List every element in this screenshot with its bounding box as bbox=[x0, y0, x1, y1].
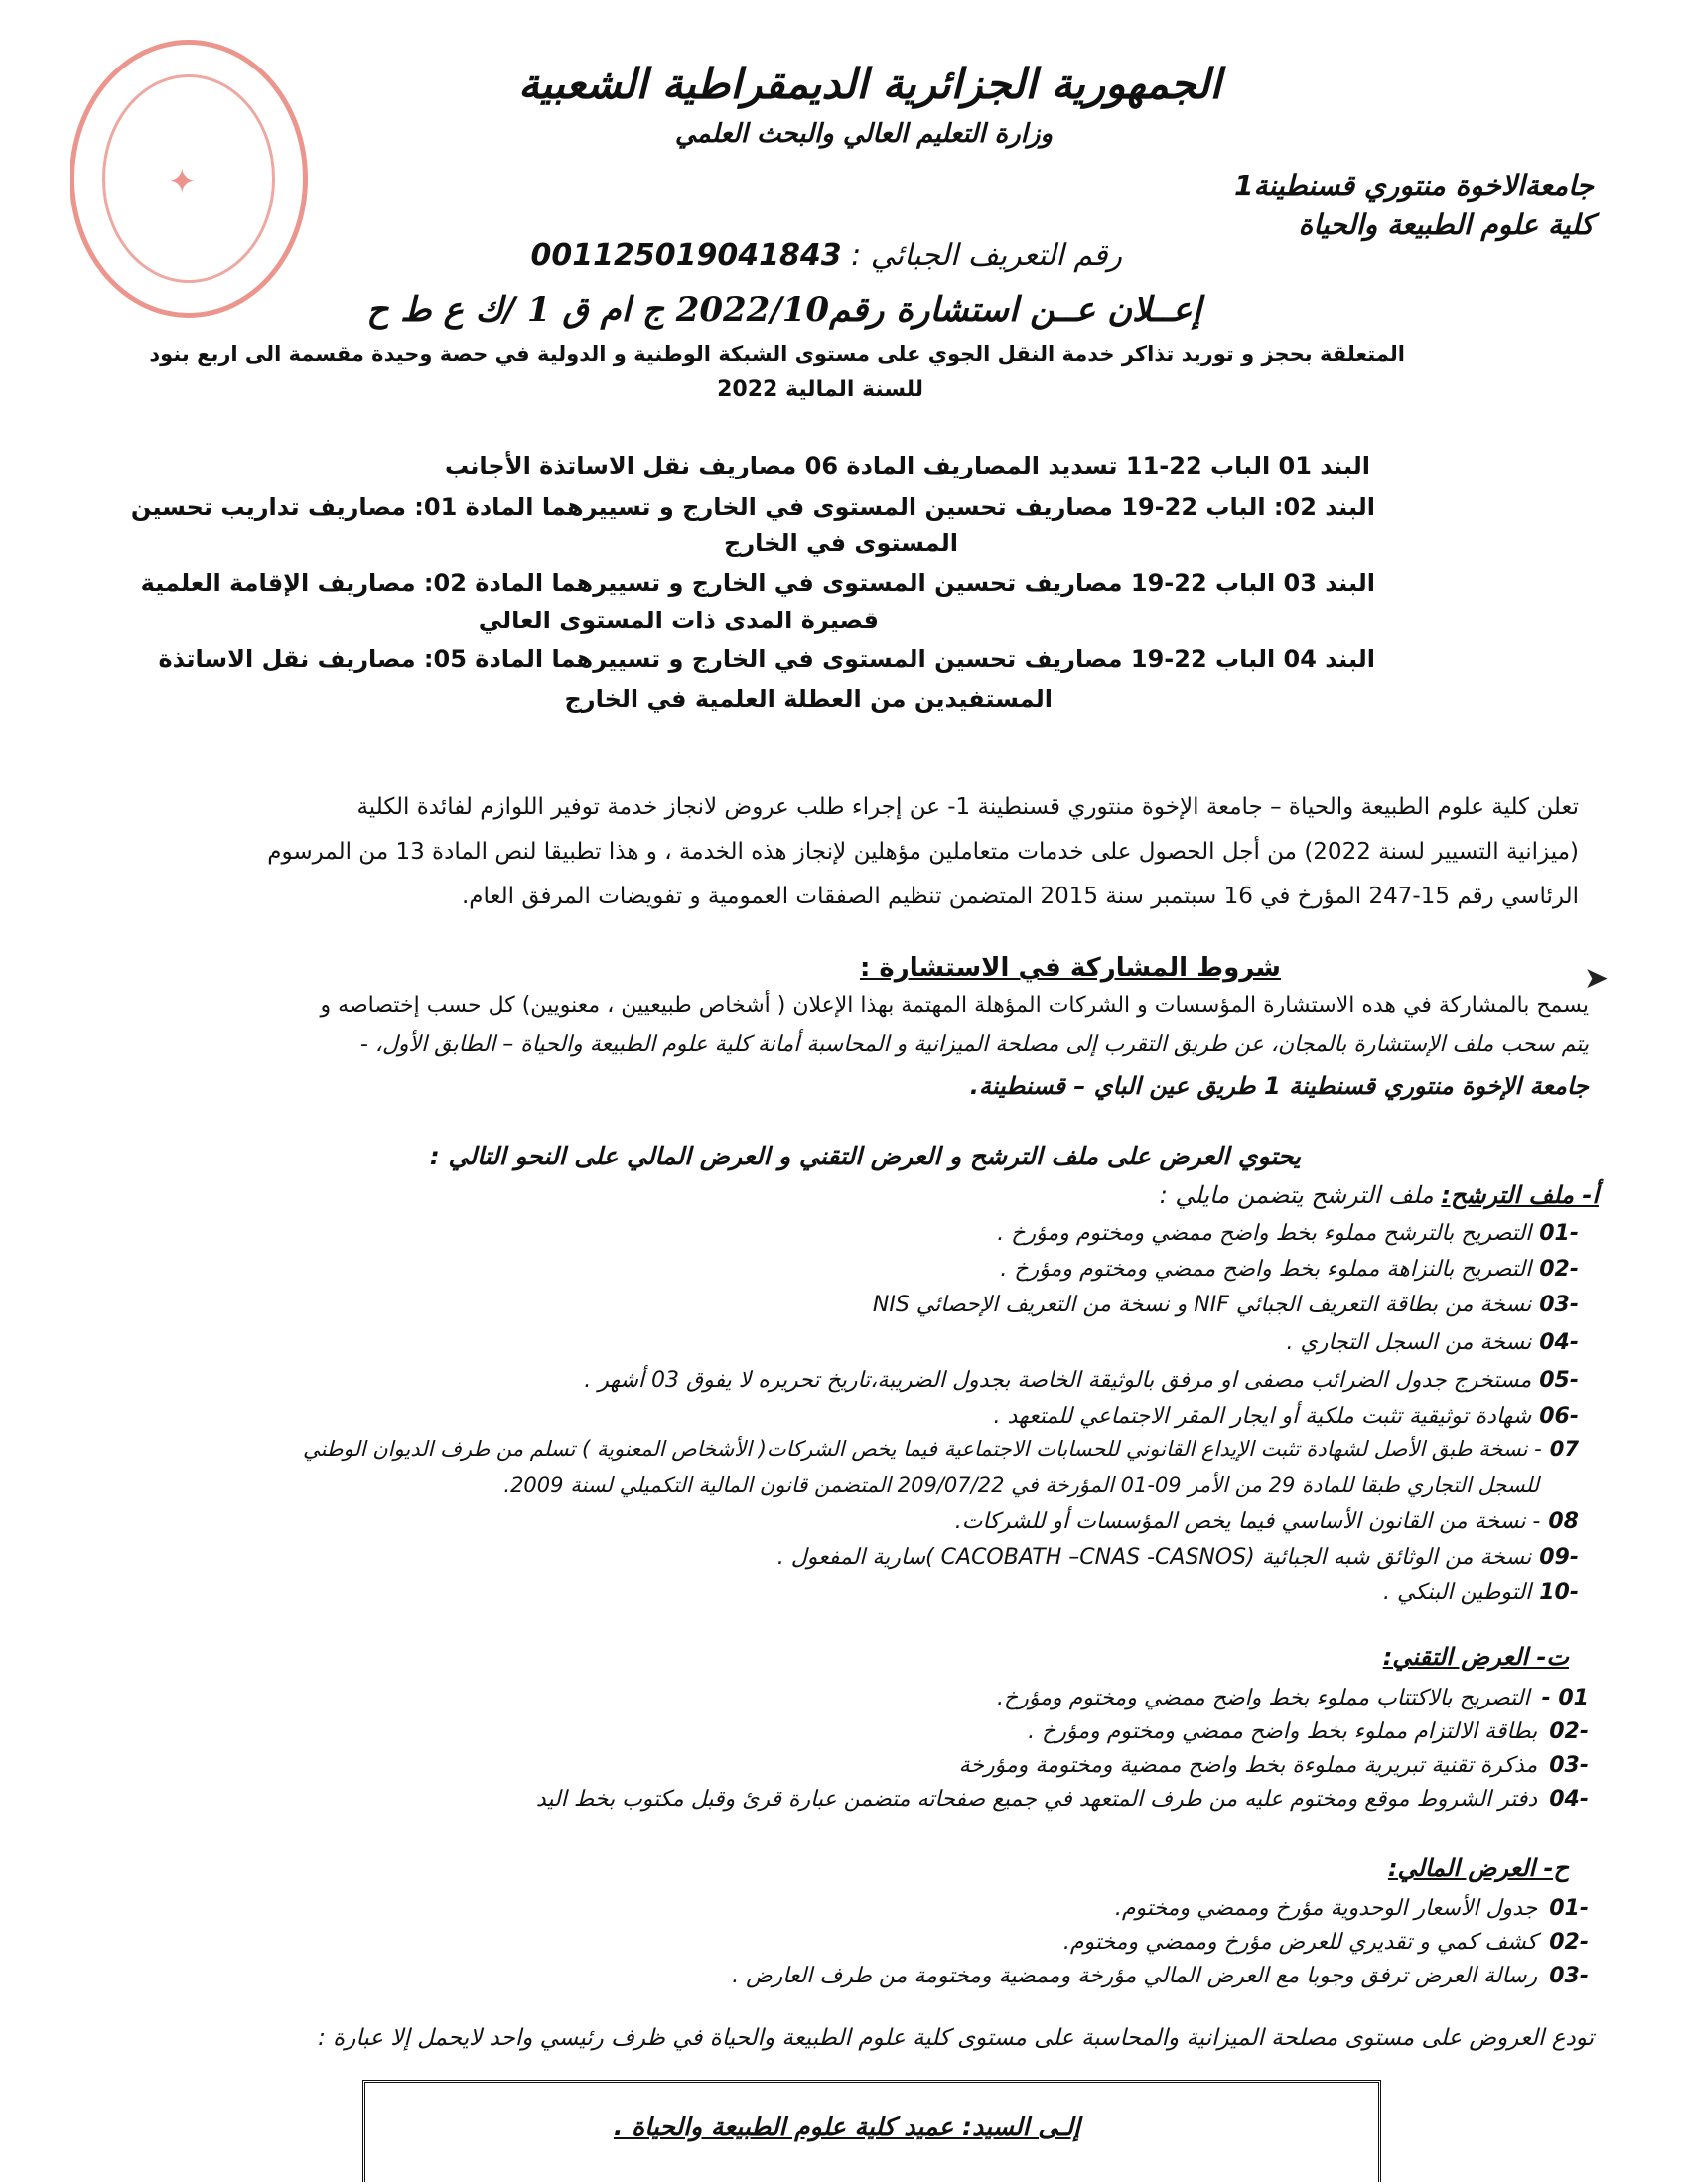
candidacy-item: -01التصريح بالترشح مملوء بخط واضح ممضي ومختوم ومؤرخ . bbox=[997, 1221, 1579, 1246]
budget-item-3: البند 03 الباب 22-19 مصاريف تحسين المستوى في الخارج و تسييرهما المادة 02: مصاريف الإقامة العلمية bbox=[140, 569, 1375, 597]
candidacy-item: -10التوطين البنكي . bbox=[1382, 1580, 1579, 1605]
ministry-name: وزارة التعليم العالي والبحث العلمي bbox=[674, 119, 1053, 149]
candidacy-item: -05مستخرج جدول الضرائب مصفى او مرفق بالوثيقة الخاصة بجدول الضريبة،تاريخ تحريره لا يفوق 03 أشهر . bbox=[584, 1368, 1579, 1393]
offer-intro: يحتوي العرض على ملف الترشح و العرض التقني و العرض المالي على النحو التالي : bbox=[429, 1142, 1301, 1170]
budget-item-3-cont: قصيرة المدى ذات المستوى العالي bbox=[478, 607, 879, 634]
candidacy-heading-letter: أ- ملف الترشح: bbox=[1441, 1181, 1599, 1209]
financial-item: -03رسالة العرض ترفق وجوبا مع العرض المالي مؤرخة وممضية ومختومة من طرف العارض . bbox=[732, 1964, 1589, 1988]
conditions-heading: شروط المشاركة في الاستشارة : bbox=[859, 953, 1281, 983]
financial-heading: ح- العرض المالي: bbox=[1387, 1854, 1569, 1882]
budget-item-1: البند 01 الباب 22-11 تسديد المصاريف المادة 06 مصاريف نقل الاساتذة الأجانب bbox=[445, 452, 1370, 479]
pointer-arrow-icon: ➤ bbox=[1583, 961, 1609, 996]
addressee: إلـى السيد: عميد كلية علوم الطبيعة والحياة . bbox=[613, 2113, 1080, 2141]
technical-item: -04دفتر الشروط موقع ومختوم عليه من طرف المتعهد في جميع صفحاته متضمن عبارة قرئ وقبل مكتوب بخط اليد bbox=[535, 1787, 1589, 1812]
budget-item-2: البند 02: الباب 22-19 مصاريف تحسين المستوى في الخارج و تسييرهما المادة 01: مصاريف تداريب تحسين bbox=[130, 493, 1375, 521]
stamp-star-icon: ✦ bbox=[168, 162, 197, 202]
conditions-line-3: جامعة الإخوة منتوري قسنطينة 1 طريق عين الباي – قسنطينة. bbox=[969, 1072, 1589, 1100]
university-name: جامعةالاخوة منتوري قسنطينة1 bbox=[1233, 169, 1594, 202]
technical-item: 01 -التصريح بالاكتتاب مملوء بخط واضح ممضي ومختوم ومؤرخ. bbox=[997, 1686, 1589, 1710]
candidacy-item: -06شهادة توثيقية تثبت ملكية أو ايجار المقر الاجتماعي للمتعهد . bbox=[993, 1404, 1579, 1429]
candidacy-item: -09نسخة من الوثائق شبه الجبائية (CACOBATH –CNAS -CASNOS )سارية المفعول . bbox=[776, 1545, 1579, 1570]
candidacy-heading bbox=[1160, 1181, 1599, 1209]
candidacy-item: 08- نسخة من القانون الأساسي فيما يخص المؤسسات أو للشركات. bbox=[954, 1509, 1579, 1534]
tax-id-value: 001125019041843 bbox=[530, 238, 842, 273]
candidacy-item: -03نسخة من بطاقة التعريف الجبائي NIF و نسخة من التعريف الإحصائي NIS bbox=[872, 1293, 1579, 1317]
subject-line-2: للسنة المالية 2022 bbox=[717, 377, 923, 402]
candidacy-item: -02التصريح بالنزاهة مملوء بخط واضح ممضي ومختوم ومؤرخ . bbox=[1000, 1257, 1579, 1282]
candidacy-heading-rest: ملف الترشح يتضمن مايلي : bbox=[1159, 1181, 1434, 1209]
republic-title: الجمهورية الجزائرية الديمقراطية الشعبية bbox=[517, 60, 1221, 108]
announcement-title: إعــلان عــن استشارة رقم2022/10 ج ام ق 1 /ك ع ط ح bbox=[366, 290, 1201, 330]
intro-line-2: (ميزانية التسيير لسنة 2022) من أجل الحصول على خدمات متعاملين مؤهلين لإنجاز هذه الخدمة ، و هذا تطبيقا لنص المادة 13 من المرسوم bbox=[267, 839, 1579, 865]
candidacy-item-cont: للسجل التجاري طبقا للمادة 29 من الأمر 09-01 المؤرخة في 209/07/22 المتضمن قانون المالية التكميلي لسنة 2009. bbox=[503, 1473, 1539, 1497]
tax-id bbox=[530, 238, 1122, 273]
subject-line-1: المتعلقة بحجز و توريد تذاكر خدمة النقل الجوي على مستوى الشبكة الوطنية و الدولية في حصة وحيدة مقسمة الى اربع بنود bbox=[149, 342, 1405, 366]
official-stamp-icon bbox=[70, 40, 308, 318]
financial-item: -01جدول الأسعار الوحدوية مؤرخ وممضي ومختوم. bbox=[1114, 1896, 1589, 1921]
technical-item: -03مذكرة تقنية تبريرية مملوءة بخط واضح ممضية ومختومة ومؤرخة bbox=[958, 1753, 1589, 1778]
budget-item-4: البند 04 الباب 22-19 مصاريف تحسين المستوى في الخارج و تسييرهما المادة 05: مصاريف نقل الاساتذة bbox=[158, 645, 1375, 673]
candidacy-item: 07- نسخة طبق الأصل لشهادة تثبت الإيداع القانوني للحسابات الاجتماعية فيما يخص الشركات( الأشخاص المعنوية ) تسلم من طرف الديوان الوطني bbox=[302, 1437, 1579, 1461]
technical-item: -02بطاقة الالتزام مملوء بخط واضح ممضي ومختوم ومؤرخ . bbox=[1028, 1719, 1589, 1744]
budget-item-2-cont: المستوى في الخارج bbox=[724, 529, 958, 557]
deposit-instruction: تودع العروض على مستوى مصلحة الميزانية والمحاسبة على مستوى كلية علوم الطبيعة والحياة في ظرف رئيسي واحد لايحمل إلا عبارة : bbox=[318, 2025, 1594, 2051]
financial-item: -02كشف كمي و تقديري للعرض مؤرخ وممضي ومختوم. bbox=[1062, 1930, 1589, 1955]
intro-line-1: تعلن كلية علوم الطبيعة والحياة – جامعة الإخوة منتوري قسنطينة 1- عن إجراء طلب عروض لانجاز خدمة توفير اللوازم لفائدة الكلية bbox=[356, 794, 1579, 820]
technical-heading: ت- العرض التقني: bbox=[1382, 1643, 1569, 1671]
conditions-line-2: يتم سحب ملف الإستشارة بالمجان، عن طريق التقرب إلى مصلحة الميزانية و المحاسبة أمانة كلية علوم الطبيعة والحياة – الطابق الأول، - bbox=[359, 1032, 1589, 1057]
conditions-line-1: يسمح بالمشاركة في هده الاستشارة المؤسسات و الشركات المؤهلة المهتمة بهذا الإعلان ( أشخاص طبيعيين ، معنويين) كل حسب إختصاصه و bbox=[320, 993, 1589, 1018]
faculty-name: كلية علوم الطبيعة والحياة bbox=[1298, 208, 1594, 241]
budget-item-4-cont: المستفيدين من العطلة العلمية في الخارج bbox=[564, 685, 1053, 713]
candidacy-item: -04نسخة من السجل التجاري . bbox=[1286, 1330, 1579, 1355]
intro-line-3: الرئاسي رقم 15-247 المؤرخ في 16 سبتمبر سنة 2015 المتضمن تنظيم الصفقات العمومية و تفويضات المرفق العام. bbox=[461, 884, 1579, 909]
tax-id-label: رقم التعريف الجبائي : bbox=[851, 238, 1122, 273]
envelope-label-box bbox=[362, 2080, 1381, 2182]
